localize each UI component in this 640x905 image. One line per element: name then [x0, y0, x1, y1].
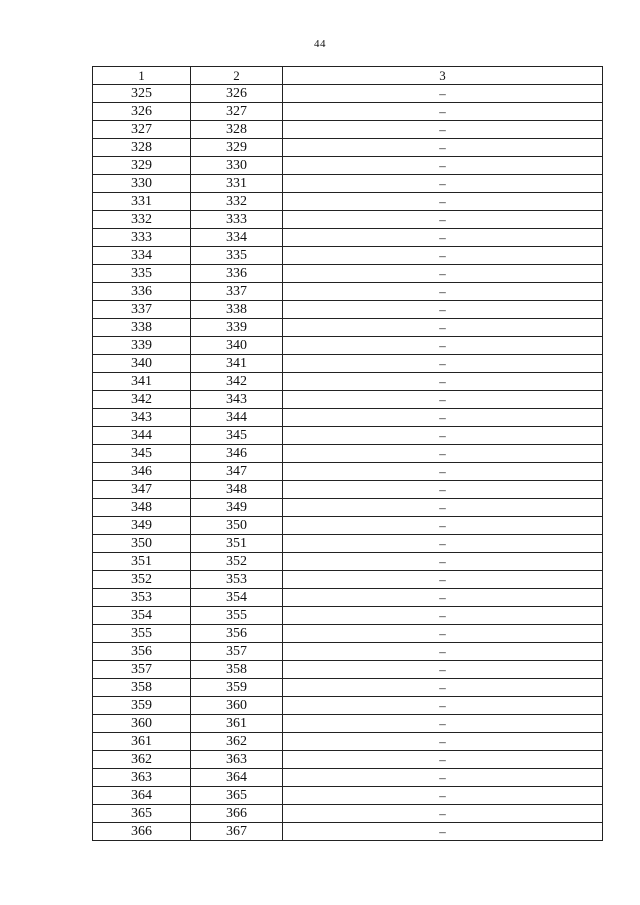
table-row: [93, 247, 603, 265]
table-cell-col-1: 331: [93, 193, 191, 211]
table-cell-col-2: 342: [191, 373, 283, 391]
column-header-1: 1: [93, 67, 191, 85]
table-cell-col-3: –: [283, 157, 603, 175]
table-cell-col-3: –: [283, 805, 603, 823]
table-cell-col-2: 338: [191, 301, 283, 319]
table-cell-col-1: 336: [93, 283, 191, 301]
table-row: [93, 85, 603, 103]
table-cell-col-1: 329: [93, 157, 191, 175]
table-cell-col-1: 334: [93, 247, 191, 265]
table-cell-col-2: 329: [191, 139, 283, 157]
table-cell-col-1: 346: [93, 463, 191, 481]
table-cell-col-2: 367: [191, 823, 283, 841]
page-number: 44: [314, 38, 326, 50]
table-cell-col-3: –: [283, 751, 603, 769]
table-cell-col-1: 363: [93, 769, 191, 787]
table-cell-col-2: 357: [191, 643, 283, 661]
table-row: [93, 283, 603, 301]
table-cell-col-1: 340: [93, 355, 191, 373]
table-cell-col-2: 347: [191, 463, 283, 481]
table-cell-col-1: 341: [93, 373, 191, 391]
table-row: [93, 571, 603, 589]
table-cell-col-1: 326: [93, 103, 191, 121]
table-cell-col-2: 358: [191, 661, 283, 679]
table-row: [93, 769, 603, 787]
table-cell-col-2: 337: [191, 283, 283, 301]
table-cell-col-3: –: [283, 427, 603, 445]
table-cell-col-3: –: [283, 121, 603, 139]
table-cell-col-2: 350: [191, 517, 283, 535]
table-row: [93, 319, 603, 337]
table-cell-col-3: –: [283, 481, 603, 499]
table-cell-col-3: –: [283, 139, 603, 157]
table-cell-col-2: 352: [191, 553, 283, 571]
table-cell-col-2: 340: [191, 337, 283, 355]
table-cell-col-1: 359: [93, 697, 191, 715]
table-cell-col-1: 360: [93, 715, 191, 733]
table-cell-col-1: 330: [93, 175, 191, 193]
table-cell-col-2: 328: [191, 121, 283, 139]
table-row: [93, 337, 603, 355]
table-cell-col-2: 363: [191, 751, 283, 769]
column-header-2: 2: [191, 67, 283, 85]
table-cell-col-1: 344: [93, 427, 191, 445]
table-row: [93, 823, 603, 841]
table-cell-col-2: 336: [191, 265, 283, 283]
table-cell-col-3: –: [283, 715, 603, 733]
table-row: [93, 589, 603, 607]
table-row: [93, 481, 603, 499]
table-cell-col-2: 351: [191, 535, 283, 553]
table-row: [93, 715, 603, 733]
table-cell-col-3: –: [283, 517, 603, 535]
table-row: [93, 445, 603, 463]
table-cell-col-2: 332: [191, 193, 283, 211]
table-cell-col-3: –: [283, 211, 603, 229]
table-cell-col-3: –: [283, 229, 603, 247]
table-row: [93, 607, 603, 625]
table-cell-col-1: 354: [93, 607, 191, 625]
table-cell-col-2: 327: [191, 103, 283, 121]
table-cell-col-2: 361: [191, 715, 283, 733]
table-cell-col-1: 352: [93, 571, 191, 589]
table-cell-col-2: 364: [191, 769, 283, 787]
table-cell-col-2: 353: [191, 571, 283, 589]
table-cell-col-3: –: [283, 823, 603, 841]
table-row: [93, 517, 603, 535]
table-cell-col-1: 351: [93, 553, 191, 571]
table-cell-col-3: –: [283, 319, 603, 337]
table-row: [93, 391, 603, 409]
table-cell-col-1: 355: [93, 625, 191, 643]
table-cell-col-1: 347: [93, 481, 191, 499]
table-cell-col-3: –: [283, 787, 603, 805]
table-cell-col-1: 353: [93, 589, 191, 607]
table-row: [93, 427, 603, 445]
table-header-row: [93, 67, 603, 85]
table-row: [93, 661, 603, 679]
table-cell-col-1: 343: [93, 409, 191, 427]
table-cell-col-2: 362: [191, 733, 283, 751]
table-cell-col-1: 335: [93, 265, 191, 283]
table-cell-col-3: –: [283, 661, 603, 679]
table-row: [93, 409, 603, 427]
table-cell-col-1: 328: [93, 139, 191, 157]
table-cell-col-3: –: [283, 733, 603, 751]
table-cell-col-3: –: [283, 247, 603, 265]
table-cell-col-2: 349: [191, 499, 283, 517]
table-cell-col-3: –: [283, 409, 603, 427]
table-cell-col-2: 341: [191, 355, 283, 373]
table-cell-col-1: 350: [93, 535, 191, 553]
table-cell-col-1: 342: [93, 391, 191, 409]
table-cell-col-2: 360: [191, 697, 283, 715]
table-cell-col-2: 346: [191, 445, 283, 463]
table-cell-col-1: 356: [93, 643, 191, 661]
data-table: [92, 66, 603, 841]
table-cell-col-1: 345: [93, 445, 191, 463]
table-row: [93, 679, 603, 697]
table-cell-col-3: –: [283, 625, 603, 643]
table-cell-col-2: 354: [191, 589, 283, 607]
table-cell-col-2: 343: [191, 391, 283, 409]
table-cell-col-3: –: [283, 175, 603, 193]
table-row: [93, 103, 603, 121]
table-cell-col-2: 333: [191, 211, 283, 229]
column-header-3: 3: [283, 67, 603, 85]
table-cell-col-1: 333: [93, 229, 191, 247]
table-cell-col-1: 348: [93, 499, 191, 517]
table-cell-col-2: 334: [191, 229, 283, 247]
table-cell-col-3: –: [283, 499, 603, 517]
table-cell-col-3: –: [283, 301, 603, 319]
table-cell-col-1: 365: [93, 805, 191, 823]
table-row: [93, 139, 603, 157]
table-row: [93, 499, 603, 517]
table-cell-col-2: 330: [191, 157, 283, 175]
table-row: [93, 535, 603, 553]
table-cell-col-2: 345: [191, 427, 283, 445]
table-row: [93, 229, 603, 247]
table-row: [93, 265, 603, 283]
table-cell-col-2: 326: [191, 85, 283, 103]
table-cell-col-3: –: [283, 283, 603, 301]
table-row: [93, 697, 603, 715]
table-cell-col-2: 339: [191, 319, 283, 337]
table-cell-col-3: –: [283, 391, 603, 409]
table-cell-col-3: –: [283, 193, 603, 211]
table-cell-col-3: –: [283, 103, 603, 121]
table-cell-col-3: –: [283, 697, 603, 715]
table-cell-col-1: 337: [93, 301, 191, 319]
table-cell-col-3: –: [283, 769, 603, 787]
table-cell-col-3: –: [283, 463, 603, 481]
table-cell-col-3: –: [283, 571, 603, 589]
table-row: [93, 787, 603, 805]
table-cell-col-3: –: [283, 607, 603, 625]
table-cell-col-2: 366: [191, 805, 283, 823]
table-row: [93, 175, 603, 193]
table-cell-col-2: 355: [191, 607, 283, 625]
table-cell-col-3: –: [283, 337, 603, 355]
table-cell-col-1: 357: [93, 661, 191, 679]
table-cell-col-1: 339: [93, 337, 191, 355]
table-header: [93, 67, 603, 85]
table-cell-col-3: –: [283, 445, 603, 463]
table-row: [93, 805, 603, 823]
table-cell-col-1: 358: [93, 679, 191, 697]
table-row: [93, 157, 603, 175]
table-cell-col-3: –: [283, 589, 603, 607]
table-cell-col-1: 332: [93, 211, 191, 229]
table-cell-col-3: –: [283, 85, 603, 103]
table-cell-col-3: –: [283, 553, 603, 571]
table-cell-col-2: 359: [191, 679, 283, 697]
table-cell-col-2: 335: [191, 247, 283, 265]
table-row: [93, 301, 603, 319]
table-row: [93, 121, 603, 139]
table-row: [93, 733, 603, 751]
table-cell-col-2: 365: [191, 787, 283, 805]
table-row: [93, 463, 603, 481]
table-row: [93, 553, 603, 571]
table-cell-col-3: –: [283, 265, 603, 283]
table-cell-col-1: 361: [93, 733, 191, 751]
table-cell-col-1: 366: [93, 823, 191, 841]
table-cell-col-1: 325: [93, 85, 191, 103]
table-row: [93, 625, 603, 643]
table-cell-col-3: –: [283, 643, 603, 661]
table-cell-col-3: –: [283, 679, 603, 697]
table-cell-col-1: 327: [93, 121, 191, 139]
table-cell-col-1: 338: [93, 319, 191, 337]
table-cell-col-1: 349: [93, 517, 191, 535]
table-row: [93, 193, 603, 211]
table-cell-col-2: 331: [191, 175, 283, 193]
table-cell-col-3: –: [283, 355, 603, 373]
table-cell-col-1: 364: [93, 787, 191, 805]
table-row: [93, 751, 603, 769]
table-cell-col-2: 344: [191, 409, 283, 427]
table-cell-col-3: –: [283, 373, 603, 391]
table-cell-col-2: 348: [191, 481, 283, 499]
table-row: [93, 355, 603, 373]
table-body: [93, 85, 603, 841]
table-cell-col-3: –: [283, 535, 603, 553]
table-cell-col-2: 356: [191, 625, 283, 643]
table-row: [93, 643, 603, 661]
table-row: [93, 373, 603, 391]
table-row: [93, 211, 603, 229]
table-cell-col-1: 362: [93, 751, 191, 769]
